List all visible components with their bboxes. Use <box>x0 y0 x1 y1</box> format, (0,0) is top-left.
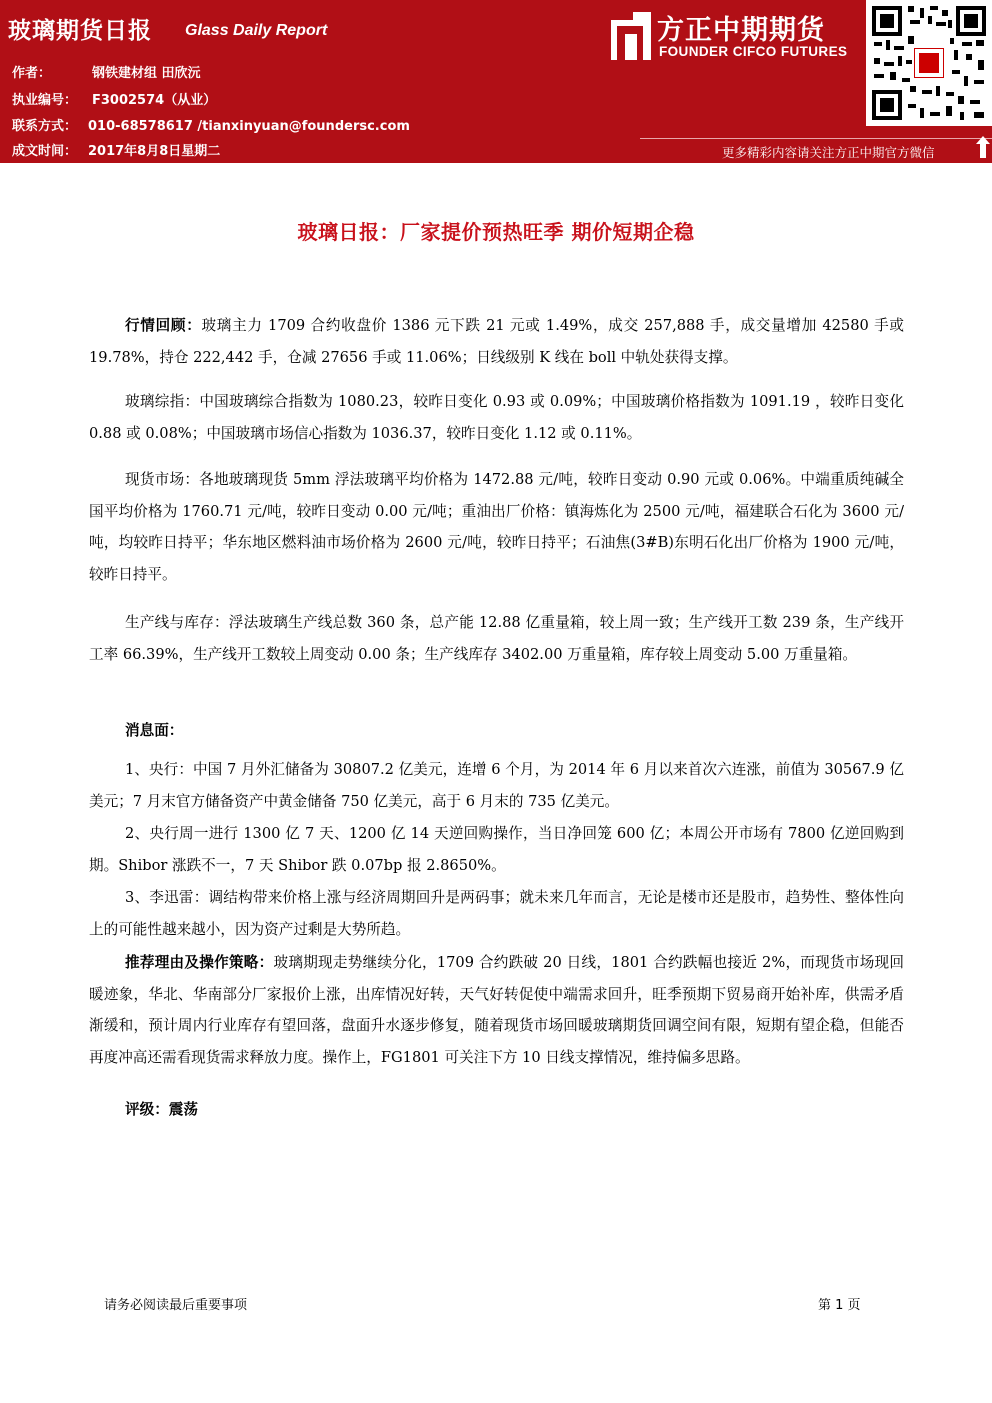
strategy-text: 玻璃期现走势继续分化，1709 合约跌破 20 日线，1801 合约跌幅也接近 2%，而现货市场现回暖迹象，华北、华南部分厂家报价上涨，出库情况好转，天气好转促使中端需求回升，旺季预期下贸易商开始补库，供需矛盾渐缓和，预计周内行业库存有望回落，盘面升水逐步修复，随着现货市场回暖玻璃期货回调空间有限，短期有望企稳，但能否再度冲高还需看现货需求释放力度。操作上，FG1801 可关注下方 10 日线支撑情况，维持偏多思路。 <box>89 954 904 1066</box>
meta-author-value: 钢铁建材组 田欣沅 <box>92 66 201 81</box>
meta-author-label: 作者： <box>12 66 52 81</box>
meta-date-value: 2017年8月8日星期二 <box>88 144 221 159</box>
news-item: 3、李迅雷：调结构带来价格上涨与经济周期回升是两码事；就未来几年而言，无论是楼市还是股市，趋势性、整体性向上的可能性越来越小，因为资产过剩是大势所趋。 <box>89 889 904 938</box>
rating <box>125 1098 198 1119</box>
news-item: 2、央行周一进行 1300 亿 7 天、1200 亿 14 天逆回购操作，当日净回笼 600 亿；本周公开市场有 7800 亿逆回购到期。Shibor 涨跌不一，7 天 Shibor 跌 0.07bp 报 2.8650%。 <box>89 825 904 874</box>
founder-logo-icon <box>603 12 651 60</box>
report-series-title: 玻璃期货日报 <box>8 18 152 44</box>
report-title: 玻璃日报：厂家提价预热旺季 期价短期企稳 <box>297 220 695 244</box>
qr-center-badge <box>914 48 944 78</box>
wechat-qr-code <box>866 0 992 126</box>
glass-index-paragraph: 玻璃综指：中国玻璃综合指数为 1080.23，较昨日变化 0.93 或 0.09%；中国玻璃价格指数为 1091.19 ，较昨日变化 0.88 或 0.08%；中国玻璃市场信心指数为 1036.37，较昨日变化 1.12 或 0.11%。 <box>89 393 904 442</box>
report-series-subtitle: Glass Daily Report <box>185 22 328 39</box>
production-inventory-paragraph: 生产线与库存：浮法玻璃生产线总数 360 条，总产能 12.88 亿重量箱，较上周一致；生产线开工数 239 条，生产线开工率 66.39%，生产线开工数较上周变动 0.00 条；生产线库存 3402.00 万重量箱，库存较上周变动 5.00 万重量箱。 <box>89 614 904 663</box>
spot-market-paragraph: 现货市场：各地玻璃现货 5mm 浮法玻璃平均价格为 1472.88 元/吨，较昨日变动 0.90 元或 0.06%。中端重质纯碱全国平均价格为 1760.71 元/吨，较昨日变动 0.00 元/吨；重油出厂价格：镇海炼化为 2500 元/吨，福建联合石化为 3600 元/吨，均较昨日持平；华东地区燃料油市场价格为 2600 元/吨，较昨日持平；石油焦(3#B)东明石化出厂价格为 1900 元/吨，较昨日持平。 <box>89 471 904 583</box>
meta-contact <box>12 115 410 134</box>
meta-license <box>12 89 216 108</box>
meta-license-value: F3002574（从业） <box>92 93 217 108</box>
market-review-paragraph <box>89 310 904 373</box>
news-item: 1、央行：中国 7 月外汇储备为 30807.2 亿美元，连增 6 个月，为 2014 年 6 月以来首次六连涨，前值为 30567.9 亿美元；7 月末官方储备资产中黄金储备 750 亿美元，高于 6 月末的 735 亿美元。 <box>89 761 904 810</box>
meta-author <box>12 62 201 81</box>
meta-date <box>12 140 220 159</box>
news-heading: 消息面： <box>125 722 184 739</box>
follow-wechat-text: 更多精彩内容请关注方正中期官方微信 <box>722 145 935 160</box>
page-number: 第 1 页 <box>818 1298 861 1313</box>
header-banner <box>0 0 992 163</box>
rating-value: 震荡 <box>168 1101 198 1118</box>
strategy-label: 推荐理由及操作策略： <box>125 954 274 971</box>
market-review-label: 行情回顾： <box>125 317 202 334</box>
rating-label: 评级： <box>125 1101 169 1118</box>
logo-english-name: FOUNDER CIFCO FUTURES <box>659 44 848 59</box>
banner-divider <box>640 138 992 139</box>
market-review-text: 玻璃主力 1709 合约收盘价 1386 元下跌 21 元或 1.49%，成交 257,888 手，成交量增加 42580 手或 19.78%，持仓 222,442 手，仓减 27656 手或 11.06%；日线级别 K 线在 boll 中轨处获得支撑。 <box>89 317 904 366</box>
meta-contact-label: 联系方式： <box>12 119 78 134</box>
up-arrow-icon <box>976 136 990 158</box>
meta-date-label: 成文时间： <box>12 144 78 159</box>
footer-notice: 请务必阅读最后重要事项 <box>104 1298 248 1313</box>
company-logo <box>595 4 865 68</box>
meta-license-label: 执业编号： <box>12 93 78 108</box>
logo-chinese-name: 方正中期期货 <box>657 15 825 46</box>
meta-contact-value: 010-68578617 /tianxinyuan@foundersc.com <box>88 119 410 134</box>
strategy-paragraph <box>89 947 904 1073</box>
